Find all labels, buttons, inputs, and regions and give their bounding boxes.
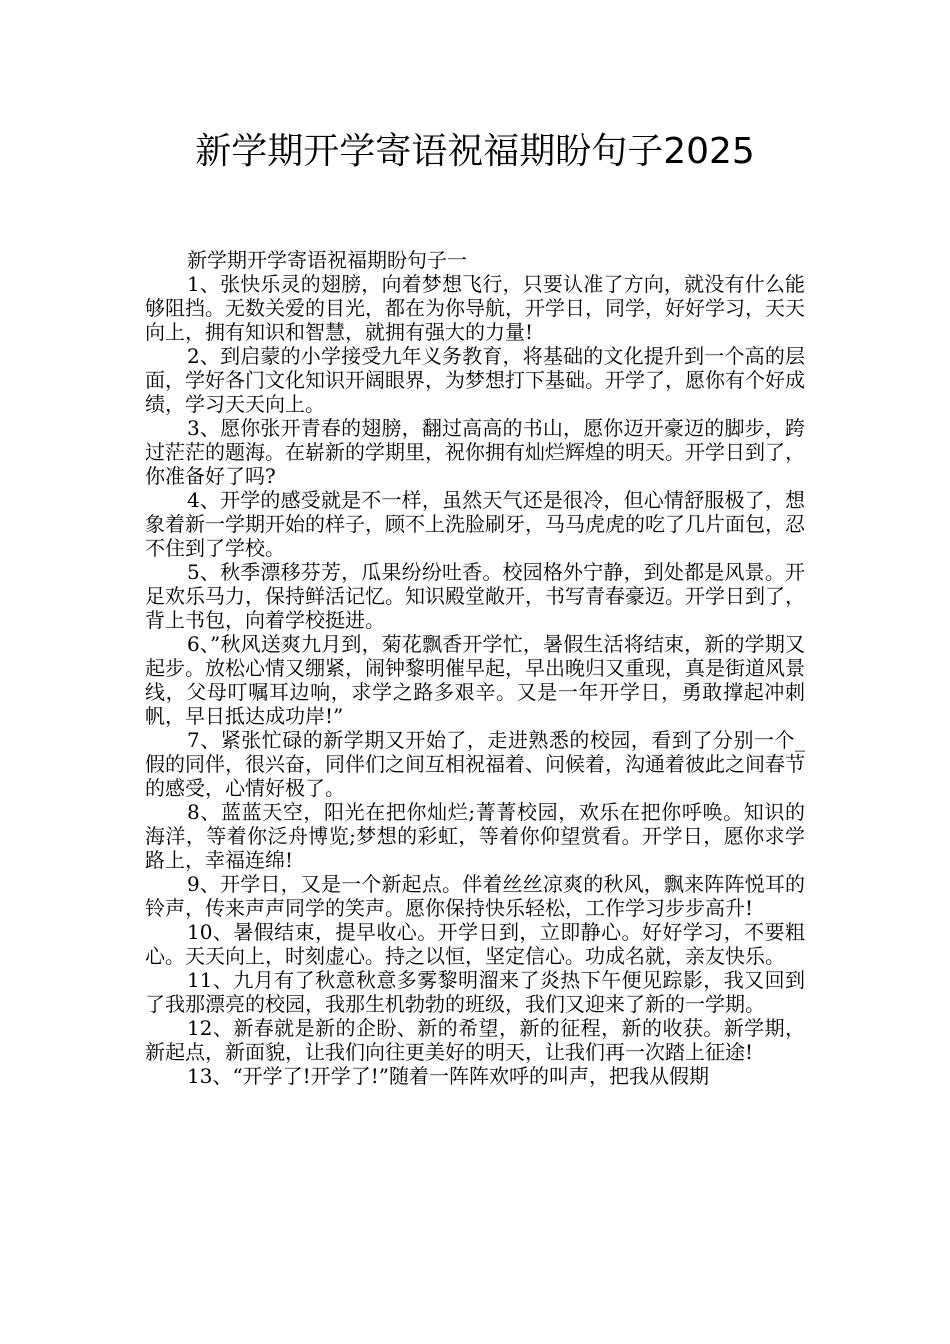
document-title: 新学期开学寄语祝福期盼句子2025 bbox=[195, 131, 755, 172]
paragraph: 5、秋季漂移芬芳，瓜果纷纷吐香。校园格外宁静，到处都是风景。开足欢乐马力，保持鲜活记忆。知识殿堂敞开，书写青春豪迈。开学日到了，背上书包，向着学校挺进。 bbox=[145, 560, 805, 632]
paragraph: 1、张快乐灵的翅膀，向着梦想飞行，只要认准了方向，就没有什么能够阻挡。无数关爱的目光，都在为你导航，开学日，同学，好好学习，天天向上，拥有知识和智慧，就拥有强大的力量! bbox=[145, 272, 805, 344]
paragraph: 10、暑假结束，提早收心。开学日到，立即静心。好好学习，不要粗心。天天向上，时刻虚心。持之以恒，坚定信心。功成名就，亲友快乐。 bbox=[145, 920, 805, 968]
section-heading: 新学期开学寄语祝福期盼句子一 bbox=[187, 248, 467, 272]
paragraph: 4、开学的感受就是不一样，虽然天气还是很冷，但心情舒服极了，想象着新一学期开始的样子，顾不上洗脸刷牙，马马虎虎的吃了几片面包，忍不住到了学校。 bbox=[145, 488, 805, 560]
paragraph: 7、紧张忙碌的新学期又开始了，走进熟悉的校园，看到了分别一个_假的同伴，很兴奋，同伴们之间互相祝福着、问候着，沟通着彼此之间春节的感受，心情好极了。 bbox=[145, 728, 805, 800]
paragraph: 8、蓝蓝天空，阳光在把你灿烂;菁菁校园，欢乐在把你呼唤。知识的海洋，等着你泛舟博览;梦想的彩虹，等着你仰望赏看。开学日，愿你求学路上，幸福连绵! bbox=[145, 800, 805, 872]
paragraph: 12、新春就是新的企盼、新的希望，新的征程，新的收获。新学期，新起点，新面貌，让我们向往更美好的明天，让我们再一次踏上征途! bbox=[145, 1016, 805, 1064]
paragraph: 13、“开学了!开学了!”随着一阵阵欢呼的叫声，把我从假期 bbox=[187, 1064, 709, 1088]
paragraph: 3、愿你张开青春的翅膀，翻过高高的书山，愿你迈开豪迈的脚步，跨过茫茫的题海。在崭新的学期里，祝你拥有灿烂辉煌的明天。开学日到了，你准备好了吗? bbox=[145, 416, 805, 488]
document-body bbox=[145, 248, 805, 1088]
paragraph: 9、开学日，又是一个新起点。伴着丝丝凉爽的秋风，飘来阵阵悦耳的铃声，传来声声同学的笑声。愿你保持快乐轻松，工作学习步步高升! bbox=[145, 872, 805, 920]
paragraph: 6、”秋风送爽九月到，菊花飘香开学忙，暑假生活将结束，新的学期又起步。放松心情又绷紧，闹钟黎明催早起，早出晚归又重现，真是街道风景线，父母叮嘱耳边响，求学之路多艰辛。又是一年开学日，勇敢撑起冲刺帆，早日抵达成功岸!” bbox=[145, 632, 805, 728]
paragraph: 2、到启蒙的小学接受九年义务教育，将基础的文化提升到一个高的层面，学好各门文化知识开阔眼界，为梦想打下基础。开学了，愿你有个好成绩，学习天天向上。 bbox=[145, 344, 805, 416]
paragraph: 11、九月有了秋意秋意多雾黎明溜来了炎热下午便见踪影，我又回到了我那漂亮的校园，我那生机勃勃的班级，我们又迎来了新的一学期。 bbox=[145, 968, 805, 1016]
